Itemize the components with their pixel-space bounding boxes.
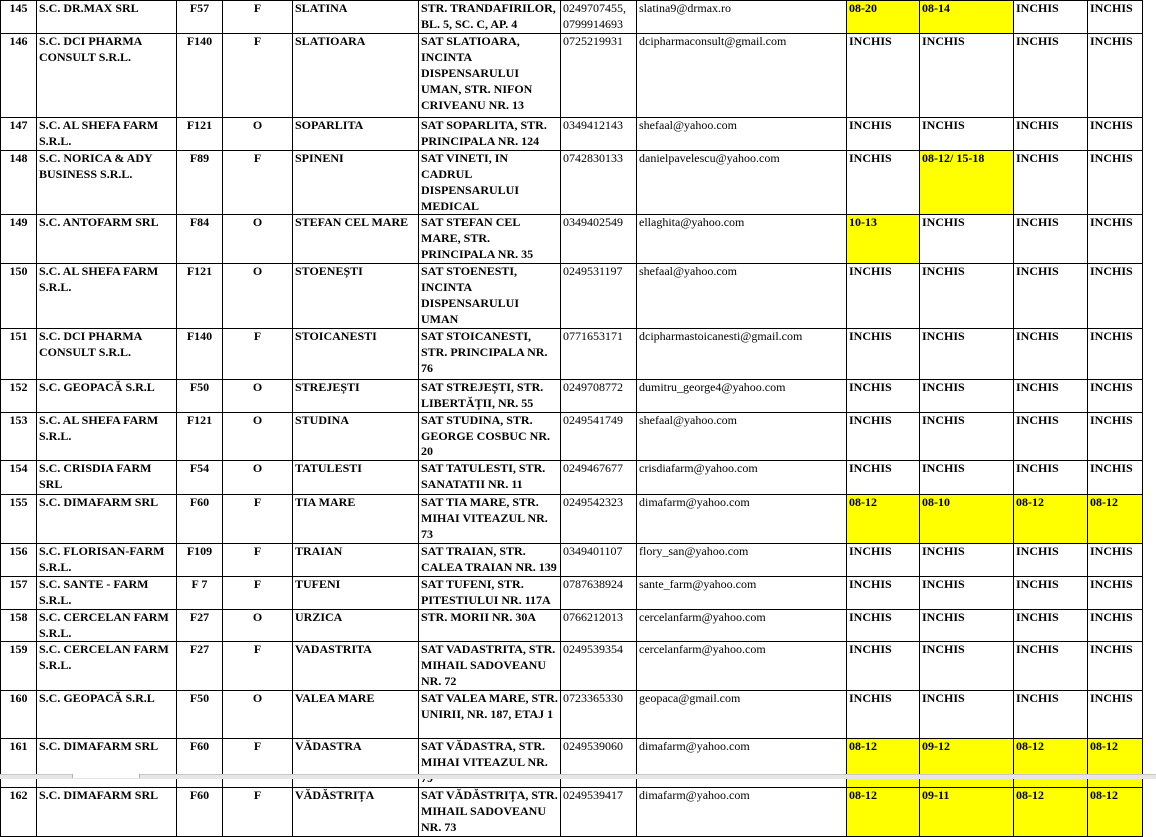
cell-nr[interactable]: 153: [1, 412, 37, 461]
cell-address[interactable]: SAT SOPARLITA, STR. PRINCIPALA NR. 124: [419, 118, 561, 151]
cell-email[interactable]: dimafarm@yahoo.com: [637, 739, 847, 788]
cell-company[interactable]: S.C. AL SHEFA FARM S.R.L.: [37, 412, 177, 461]
cell-hours-2[interactable]: INCHIS: [920, 328, 1014, 379]
cell-type[interactable]: O: [223, 412, 293, 461]
cell-email[interactable]: dimafarm@yahoo.com: [637, 787, 847, 836]
cell-hours-2[interactable]: INCHIS: [920, 461, 1014, 495]
cell-hours-3[interactable]: INCHIS: [1014, 34, 1088, 118]
table-row: [1, 328, 1143, 379]
cell-type[interactable]: F: [223, 544, 293, 577]
cell-hours-4[interactable]: INCHIS: [1088, 461, 1143, 495]
cell-email[interactable]: dimafarm@yahoo.com: [637, 495, 847, 544]
cell-code[interactable]: F60: [177, 495, 223, 544]
cell-company[interactable]: S.C. NORICA & ADY BUSINESS S.R.L.: [37, 150, 177, 215]
cell-email[interactable]: dcipharmastoicanesti@gmail.com: [637, 328, 847, 379]
cell-type[interactable]: F: [223, 1, 293, 34]
cell-nr[interactable]: 158: [1, 609, 37, 642]
cell-locality[interactable]: VĂDĂSTRIȚA: [293, 787, 419, 836]
cell-hours-3[interactable]: INCHIS: [1014, 544, 1088, 577]
cell-nr[interactable]: 155: [1, 495, 37, 544]
cell-locality[interactable]: TRAIAN: [293, 544, 419, 577]
cell-hours-1[interactable]: INCHIS: [847, 576, 920, 609]
cell-phone[interactable]: 0249467677: [561, 461, 637, 495]
cell-code[interactable]: F140: [177, 328, 223, 379]
table-row: [1, 544, 1143, 577]
cell-address[interactable]: STR. TRANDAFIRILOR, BL. 5, SC. C, AP. 4: [419, 1, 561, 34]
cell-address[interactable]: STR. MORII NR. 30A: [419, 609, 561, 642]
cell-nr[interactable]: 157: [1, 576, 37, 609]
cell-address[interactable]: SAT VINETI, IN CADRUL DISPENSARULUI MEDICAL: [419, 150, 561, 215]
cell-address[interactable]: SAT TRAIAN, STR. CALEA TRAIAN NR. 139: [419, 544, 561, 577]
cell-email[interactable]: crisdiafarm@yahoo.com: [637, 461, 847, 495]
cell-email[interactable]: shefaal@yahoo.com: [637, 118, 847, 151]
cell-code[interactable]: F89: [177, 150, 223, 215]
cell-address[interactable]: SAT SLATIOARA, INCINTA DISPENSARULUI UMAN, STR. NIFON CRIVEANU NR. 13: [419, 34, 561, 118]
cell-type[interactable]: O: [223, 691, 293, 739]
cell-hours-4[interactable]: INCHIS: [1088, 328, 1143, 379]
cell-locality[interactable]: SPINENI: [293, 150, 419, 215]
cell-hours-2[interactable]: 08-14: [920, 1, 1014, 34]
cell-hours-2[interactable]: INCHIS: [920, 544, 1014, 577]
cell-locality[interactable]: VADASTRITA: [293, 642, 419, 691]
cell-code[interactable]: F121: [177, 412, 223, 461]
cell-hours-4[interactable]: 08-12: [1088, 495, 1143, 544]
table-row: [1, 118, 1143, 151]
cell-hours-1[interactable]: 08-20: [847, 1, 920, 34]
cell-code[interactable]: F121: [177, 118, 223, 151]
cell-type[interactable]: O: [223, 609, 293, 642]
cell-hours-1[interactable]: 08-12: [847, 739, 920, 788]
cell-nr[interactable]: 159: [1, 642, 37, 691]
cell-phone[interactable]: 0771653171: [561, 328, 637, 379]
cell-nr[interactable]: 162: [1, 787, 37, 836]
cell-hours-4[interactable]: INCHIS: [1088, 642, 1143, 691]
cell-locality[interactable]: STOENEȘTI: [293, 264, 419, 329]
cell-nr[interactable]: 152: [1, 379, 37, 412]
cell-address[interactable]: SAT VĂDASTRA, STR. MIHAI VITEAZUL NR.: [419, 739, 561, 788]
cell-email[interactable]: cercelanfarm@yahoo.com: [637, 609, 847, 642]
cell-hours-3[interactable]: INCHIS: [1014, 609, 1088, 642]
table-body: [1, 1, 1143, 837]
cell-nr[interactable]: 145: [1, 1, 37, 34]
cell-hours-3[interactable]: INCHIS: [1014, 328, 1088, 379]
cell-hours-1[interactable]: INCHIS: [847, 609, 920, 642]
cell-locality[interactable]: TATULESTI: [293, 461, 419, 495]
cell-email[interactable]: flory_san@yahoo.com: [637, 544, 847, 577]
cell-address[interactable]: SAT TIA MARE, STR. MIHAI VITEAZUL NR. 73: [419, 495, 561, 544]
cell-hours-4[interactable]: 08-12: [1088, 787, 1143, 836]
table-row: [1, 576, 1143, 609]
cell-hours-1[interactable]: 10-13: [847, 215, 920, 264]
cell-company[interactable]: S.C. DCI PHARMA CONSULT S.R.L.: [37, 328, 177, 379]
cell-code[interactable]: F50: [177, 379, 223, 412]
sheet-tab[interactable]: [72, 774, 140, 778]
cell-phone[interactable]: 0766212013: [561, 609, 637, 642]
cell-phone[interactable]: 0742830133: [561, 150, 637, 215]
cell-type[interactable]: O: [223, 118, 293, 151]
cell-phone[interactable]: 0249531197: [561, 264, 637, 329]
cell-locality[interactable]: STEFAN CEL MARE: [293, 215, 419, 264]
cell-nr[interactable]: 150: [1, 264, 37, 329]
cell-company[interactable]: S.C. GEOPACĂ S.R.L: [37, 691, 177, 739]
cell-hours-4[interactable]: INCHIS: [1088, 609, 1143, 642]
table-row: [1, 461, 1143, 495]
cell-code[interactable]: F27: [177, 642, 223, 691]
cell-nr[interactable]: 148: [1, 150, 37, 215]
cell-email[interactable]: ellaghita@yahoo.com: [637, 215, 847, 264]
cell-address[interactable]: SAT VĂDĂSTRIȚA, STR. MIHAIL SADOVEANU NR. 73: [419, 787, 561, 836]
cell-hours-2[interactable]: INCHIS: [920, 215, 1014, 264]
table-row: [1, 379, 1143, 412]
cell-company[interactable]: S.C. DR.MAX SRL: [37, 1, 177, 34]
cell-phone[interactable]: 0249539417: [561, 787, 637, 836]
cell-locality[interactable]: TUFENI: [293, 576, 419, 609]
cell-hours-4[interactable]: INCHIS: [1088, 412, 1143, 461]
table-row: [1, 264, 1143, 329]
cell-code[interactable]: F27: [177, 609, 223, 642]
cell-phone[interactable]: 0787638924: [561, 576, 637, 609]
cell-address[interactable]: SAT STOENESTI, INCINTA DISPENSARULUI UMAN: [419, 264, 561, 329]
table-row: [1, 34, 1143, 118]
cell-phone[interactable]: 0249542323: [561, 495, 637, 544]
cell-locality[interactable]: STOICANESTI: [293, 328, 419, 379]
table-row: [1, 412, 1143, 461]
cell-locality[interactable]: SLATINA: [293, 1, 419, 34]
sheet-tab-bar: [0, 774, 1156, 779]
table-row: [1, 215, 1143, 264]
cell-hours-2[interactable]: 08-10: [920, 495, 1014, 544]
cell-company[interactable]: S.C. AL SHEFA FARM S.R.L.: [37, 264, 177, 329]
cell-email[interactable]: dumitru_george4@yahoo.com: [637, 379, 847, 412]
cell-company[interactable]: S.C. DCI PHARMA CONSULT S.R.L.: [37, 34, 177, 118]
cell-address[interactable]: SAT TATULESTI, STR. SANATATII NR. 11: [419, 461, 561, 495]
cell-hours-1[interactable]: INCHIS: [847, 118, 920, 151]
cell-hours-2[interactable]: 08-12/ 15-18: [920, 150, 1014, 215]
cell-email[interactable]: slatina9@drmax.ro: [637, 1, 847, 34]
cell-hours-1[interactable]: INCHIS: [847, 379, 920, 412]
cell-hours-4[interactable]: INCHIS: [1088, 1, 1143, 34]
cell-type[interactable]: O: [223, 461, 293, 495]
cell-nr[interactable]: 161: [1, 739, 37, 788]
cell-locality[interactable]: URZICA: [293, 609, 419, 642]
cell-hours-3[interactable]: INCHIS: [1014, 118, 1088, 151]
cell-nr[interactable]: 147: [1, 118, 37, 151]
cell-type[interactable]: F: [223, 787, 293, 836]
cell-hours-3[interactable]: INCHIS: [1014, 576, 1088, 609]
cell-hours-3[interactable]: 08-12: [1014, 787, 1088, 836]
cell-code[interactable]: F60: [177, 739, 223, 788]
cell-company[interactable]: S.C. AL SHEFA FARM S.R.L.: [37, 118, 177, 151]
cell-company[interactable]: S.C. CERCELAN FARM S.R.L.: [37, 642, 177, 691]
cell-locality[interactable]: STREJEȘTI: [293, 379, 419, 412]
cell-phone[interactable]: 0249708772: [561, 379, 637, 412]
cell-locality[interactable]: SOPARLITA: [293, 118, 419, 151]
cell-hours-4[interactable]: INCHIS: [1088, 118, 1143, 151]
cell-hours-2[interactable]: INCHIS: [920, 118, 1014, 151]
cell-email[interactable]: dcipharmaconsult@gmail.com: [637, 34, 847, 118]
cell-hours-2[interactable]: 09-11: [920, 787, 1014, 836]
cell-address[interactable]: SAT STUDINA, STR. GEORGE COSBUC NR. 20: [419, 412, 561, 461]
table-row: [1, 691, 1143, 739]
cell-nr[interactable]: 154: [1, 461, 37, 495]
cell-phone[interactable]: 0723365330: [561, 691, 637, 739]
cell-hours-2[interactable]: INCHIS: [920, 379, 1014, 412]
cell-hours-3[interactable]: INCHIS: [1014, 379, 1088, 412]
cell-hours-1[interactable]: INCHIS: [847, 461, 920, 495]
cell-type[interactable]: F: [223, 34, 293, 118]
cell-hours-4[interactable]: INCHIS: [1088, 215, 1143, 264]
cell-hours-4[interactable]: INCHIS: [1088, 691, 1143, 739]
cell-hours-3[interactable]: INCHIS: [1014, 412, 1088, 461]
table-row: [1, 609, 1143, 642]
cell-company[interactable]: S.C. FLORISAN-FARM S.R.L.: [37, 544, 177, 577]
cell-hours-1[interactable]: INCHIS: [847, 264, 920, 329]
cell-hours-4[interactable]: INCHIS: [1088, 379, 1143, 412]
cell-type[interactable]: O: [223, 379, 293, 412]
cell-locality[interactable]: TIA MARE: [293, 495, 419, 544]
cell-hours-4[interactable]: 08-12: [1088, 739, 1143, 788]
cell-company[interactable]: S.C. SANTE - FARM S.R.L.: [37, 576, 177, 609]
cell-hours-3[interactable]: 08-12: [1014, 495, 1088, 544]
cell-hours-3[interactable]: 08-12: [1014, 739, 1088, 788]
cell-code[interactable]: F60: [177, 787, 223, 836]
cell-hours-2[interactable]: 09-12: [920, 739, 1014, 788]
cell-phone[interactable]: 0249541749: [561, 412, 637, 461]
cell-nr[interactable]: 160: [1, 691, 37, 739]
cell-type[interactable]: F: [223, 495, 293, 544]
cell-type[interactable]: F: [223, 150, 293, 215]
cell-phone[interactable]: 0349412143: [561, 118, 637, 151]
cell-company[interactable]: S.C. DIMAFARM SRL: [37, 787, 177, 836]
cell-hours-1[interactable]: INCHIS: [847, 34, 920, 118]
cell-hours-3[interactable]: INCHIS: [1014, 1, 1088, 34]
cell-hours-3[interactable]: INCHIS: [1014, 691, 1088, 739]
table-row: [1, 739, 1143, 788]
cell-hours-3[interactable]: INCHIS: [1014, 264, 1088, 329]
cell-hours-1[interactable]: INCHIS: [847, 412, 920, 461]
cell-locality[interactable]: VALEA MARE: [293, 691, 419, 739]
cell-address[interactable]: SAT TUFENI, STR. PITESTIULUI NR. 117A: [419, 576, 561, 609]
cell-code[interactable]: F109: [177, 544, 223, 577]
cell-code[interactable]: F50: [177, 691, 223, 739]
cell-hours-2[interactable]: INCHIS: [920, 34, 1014, 118]
cell-email[interactable]: cercelanfarm@yahoo.com: [637, 642, 847, 691]
cell-code[interactable]: F140: [177, 34, 223, 118]
cell-company[interactable]: S.C. DIMAFARM SRL: [37, 495, 177, 544]
table-row: [1, 1, 1143, 34]
cell-type[interactable]: O: [223, 264, 293, 329]
cell-hours-2[interactable]: INCHIS: [920, 576, 1014, 609]
cell-hours-2[interactable]: INCHIS: [920, 412, 1014, 461]
cell-locality[interactable]: STUDINA: [293, 412, 419, 461]
cell-code[interactable]: F121: [177, 264, 223, 329]
cell-address[interactable]: SAT VADASTRITA, STR. MIHAIL SADOVEANU NR. 72: [419, 642, 561, 691]
cell-company[interactable]: S.C. CERCELAN FARM S.R.L.: [37, 609, 177, 642]
cell-hours-1[interactable]: 08-12: [847, 495, 920, 544]
cell-code[interactable]: F84: [177, 215, 223, 264]
cell-hours-2[interactable]: INCHIS: [920, 642, 1014, 691]
cell-phone[interactable]: 0349401107: [561, 544, 637, 577]
cell-address[interactable]: SAT STREJEȘTI, STR. LIBERTĂȚII, NR. 55: [419, 379, 561, 412]
cell-hours-1[interactable]: 08-12: [847, 787, 920, 836]
cell-company[interactable]: S.C. GEOPACĂ S.R.L: [37, 379, 177, 412]
cell-hours-4[interactable]: INCHIS: [1088, 150, 1143, 215]
table-row: [1, 495, 1143, 544]
cell-nr[interactable]: 149: [1, 215, 37, 264]
cell-company[interactable]: S.C. CRISDIA FARM SRL: [37, 461, 177, 495]
cell-hours-1[interactable]: INCHIS: [847, 642, 920, 691]
cell-address[interactable]: SAT VALEA MARE, STR. UNIRII, NR. 187, ETAJ 1: [419, 691, 561, 739]
cell-nr[interactable]: 146: [1, 34, 37, 118]
cell-hours-1[interactable]: INCHIS: [847, 150, 920, 215]
cell-locality[interactable]: SLATIOARA: [293, 34, 419, 118]
cell-email[interactable]: shefaal@yahoo.com: [637, 264, 847, 329]
cell-hours-1[interactable]: INCHIS: [847, 544, 920, 577]
cell-company[interactable]: S.C. ANTOFARM SRL: [37, 215, 177, 264]
cell-hours-2[interactable]: INCHIS: [920, 264, 1014, 329]
cell-email[interactable]: sante_farm@yahoo.com: [637, 576, 847, 609]
cell-code[interactable]: F 7: [177, 576, 223, 609]
cell-type[interactable]: O: [223, 215, 293, 264]
table-row: [1, 150, 1143, 215]
cell-type[interactable]: F: [223, 328, 293, 379]
cell-email[interactable]: danielpavelescu@yahoo.com: [637, 150, 847, 215]
cell-hours-2[interactable]: INCHIS: [920, 691, 1014, 739]
cell-code[interactable]: F57: [177, 1, 223, 34]
cell-hours-4[interactable]: INCHIS: [1088, 34, 1143, 118]
cell-hours-2[interactable]: INCHIS: [920, 609, 1014, 642]
table-row: [1, 787, 1143, 836]
cell-company[interactable]: S.C. DIMAFARM SRL: [37, 739, 177, 788]
cell-hours-3[interactable]: INCHIS: [1014, 215, 1088, 264]
cell-hours-4[interactable]: INCHIS: [1088, 544, 1143, 577]
cell-type[interactable]: F: [223, 739, 293, 788]
cell-address[interactable]: SAT STOICANESTI, STR. PRINCIPALA NR. 76: [419, 328, 561, 379]
cell-address[interactable]: SAT STEFAN CEL MARE, STR. PRINCIPALA NR. 35: [419, 215, 561, 264]
cell-phone[interactable]: 0349402549: [561, 215, 637, 264]
cell-hours-3[interactable]: INCHIS: [1014, 461, 1088, 495]
table-row: [1, 642, 1143, 691]
cell-code[interactable]: F54: [177, 461, 223, 495]
cell-hours-3[interactable]: INCHIS: [1014, 642, 1088, 691]
cell-phone[interactable]: 0249539060: [561, 739, 637, 788]
cell-email[interactable]: geopaca@gmail.com: [637, 691, 847, 739]
cell-phone[interactable]: 0725219931: [561, 34, 637, 118]
cell-type[interactable]: F: [223, 576, 293, 609]
cell-phone[interactable]: 0249539354: [561, 642, 637, 691]
cell-hours-4[interactable]: INCHIS: [1088, 576, 1143, 609]
cell-hours-3[interactable]: INCHIS: [1014, 150, 1088, 215]
cell-phone[interactable]: 0249707455, 0799914693: [561, 1, 637, 34]
cell-locality[interactable]: VĂDASTRA: [293, 739, 419, 788]
cell-hours-1[interactable]: INCHIS: [847, 328, 920, 379]
cell-email[interactable]: shefaal@yahoo.com: [637, 412, 847, 461]
cell-type[interactable]: F: [223, 642, 293, 691]
cell-hours-4[interactable]: INCHIS: [1088, 264, 1143, 329]
cell-nr[interactable]: 156: [1, 544, 37, 577]
cell-hours-1[interactable]: INCHIS: [847, 691, 920, 739]
cell-nr[interactable]: 151: [1, 328, 37, 379]
